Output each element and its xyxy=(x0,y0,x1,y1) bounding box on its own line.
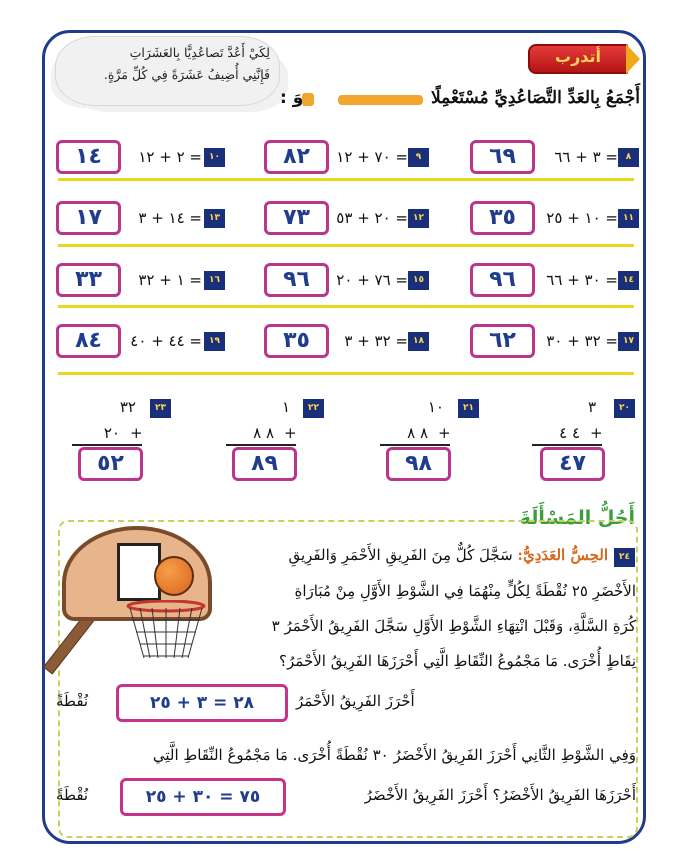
exercise-number: ١١ xyxy=(618,209,639,228)
answer1-label: أَحْرَزَ الفَرِيقُ الأَحْمَرُ xyxy=(296,692,415,710)
exercise-number: ٩ xyxy=(408,148,429,167)
answer2-unit: نُقْطَةً xyxy=(56,786,89,804)
exercise-number: ١٨ xyxy=(408,332,429,351)
vertical-number: ٢٢ xyxy=(303,399,324,418)
exercise-expression: = ٤٤ + ٤٠ xyxy=(130,332,202,350)
exercise-answer[interactable]: ٣٣ xyxy=(56,263,121,297)
exercise-expression: = ٣٢ + ٣٠ xyxy=(546,332,618,350)
exercise-expression: = ٣٢ + ٣ xyxy=(344,332,408,350)
exercise-number: ١٧ xyxy=(618,332,639,351)
problem-line-5: وَفِي الشَّوْطِ الثَّانِي أَحْرَزَ الفَرِيقُ الأَخْضَرُ ٣٠ نُقْطَةً أُخْرَى. مَا مَجْمُوعُ النِّقَاطِ الَّتِي xyxy=(152,746,636,764)
hint-line-2: فَإِنَّنِي أُضِيفُ عَشَرَةً فِي كُلِّ مَرَّةٍ. xyxy=(103,67,270,82)
exercise-answer[interactable]: ١٧ xyxy=(56,201,121,235)
vertical-number: ٢٣ xyxy=(150,399,171,418)
vertical-answer[interactable]: ٩٨ xyxy=(386,447,451,481)
plus-sign: + xyxy=(438,424,451,442)
vertical-bottom-addend: ٨ ٨ xyxy=(253,424,274,442)
vertical-number: ٢١ xyxy=(458,399,479,418)
badge-arrow-icon xyxy=(626,44,640,74)
problem-line-4: نِقَاطٍ أُخْرَى. مَا مَجْمُوعُ النِّقَاطِ الَّتِي أَحْرَزَهَا الفَرِيقُ الأَحْمَرُ؟ xyxy=(279,652,636,670)
plus-sign: + xyxy=(284,424,297,442)
exercise-answer[interactable]: ٦٩ xyxy=(470,140,535,174)
exercise-expression: = ١ + ٣٢ xyxy=(138,271,202,289)
exercise-number: ٨ xyxy=(618,148,639,167)
problem-line-3: كُرَةِ السَّلَّةِ، وَقَبْلَ انْتِهَاءِ الشَّوْطِ الأَوَّلِ سَجَّلَ الفَرِيقُ الأَحْمَرُ ٣ xyxy=(271,617,636,635)
exercise-expression: = ٢٠ + ٥٣ xyxy=(336,209,408,227)
hint-text xyxy=(70,42,270,86)
vertical-top-addend: ٣ xyxy=(587,398,596,416)
vertical-top-addend: ٣٢ xyxy=(119,398,136,416)
vertical-number: ٢٠ xyxy=(614,399,635,418)
sum-line xyxy=(532,444,602,446)
exercise-number: ١٠ xyxy=(204,148,225,167)
exercise-answer[interactable]: ٨٢ xyxy=(264,140,329,174)
problem-line-6-text: أَحْرَزَهَا الفَرِيقُ الأَخْضَرُ؟ xyxy=(492,786,636,804)
sum-line xyxy=(72,444,142,446)
exercise-answer[interactable]: ٣٥ xyxy=(470,201,535,235)
exercise-number: ١٢ xyxy=(408,209,429,228)
exercise-answer[interactable]: ٣٥ xyxy=(264,324,329,358)
vertical-bottom-addend: ٢٠ xyxy=(103,424,120,442)
sum-line xyxy=(226,444,296,446)
practice-badge-label: أتدرب xyxy=(554,47,602,66)
exercise-expression: = ٣ + ٦٦ xyxy=(554,148,618,166)
answer2-label: أَحْرَزَ الفَرِيقُ الأَخْضَرُ xyxy=(364,786,488,804)
row-divider xyxy=(58,244,634,247)
answer1-box: ٢٨ = ٣ + ٢٥ xyxy=(116,684,288,722)
exercise-number: ١٣ xyxy=(204,209,225,228)
section-title: أَحُلُّ المَسْأَلَةَ xyxy=(519,507,635,529)
instruction-main: أَجْمَعُ بِالعَدِّ التَّصَاعُدِيِّ مُسْتَعْمِلًا xyxy=(431,88,640,108)
exercise-answer[interactable]: ٩٦ xyxy=(470,263,535,297)
basketball-icon xyxy=(154,556,194,596)
sum-line xyxy=(380,444,450,446)
problem-line-1-text: سَجَّلَ كُلٌّ مِنَ الفَرِيقِ الأَحْمَرِ وَالفَرِيقِ xyxy=(288,546,513,564)
exercise-answer[interactable]: ٦٢ xyxy=(470,324,535,358)
exercise-number: ١٦ xyxy=(204,271,225,290)
problem-number: ٢٤ xyxy=(614,548,635,567)
exercise-expression: = ١٤ + ٣ xyxy=(138,209,202,227)
tens-bar-icon xyxy=(338,95,423,105)
problem-title: الحِسُّ العَدَدِيُّ: xyxy=(517,546,608,564)
problem-line-1 xyxy=(288,546,608,564)
exercise-expression: = ٢ + ١٢ xyxy=(138,148,202,166)
vertical-answer[interactable]: ٨٩ xyxy=(232,447,297,481)
exercise-expression: = ١٠ + ٢٥ xyxy=(546,209,618,227)
exercise-number: ١٩ xyxy=(204,332,225,351)
exercise-number: ١٤ xyxy=(618,271,639,290)
hint-line-1: لِكَيْ أَعُدَّ تَصاعُدِيًّا بِالعَشَرَاتِ xyxy=(129,45,270,60)
problem-line-6 xyxy=(365,786,636,804)
row-divider xyxy=(58,305,634,308)
exercise-answer[interactable]: ٧٣ xyxy=(264,201,329,235)
vertical-bottom-addend: ٨ ٨ xyxy=(407,424,428,442)
ones-cube-icon xyxy=(302,93,314,106)
vertical-top-addend: ١ xyxy=(281,398,290,416)
problem-line-2: الأَخْضَرِ ٢٥ نُقْطَةً لِكُلٍّ مِنْهُمَا فِي الشَّوْطِ الأَوَّلِ مِنْ مُبَارَاةِ xyxy=(294,582,636,600)
exercise-expression: = ٧٠ + ١٢ xyxy=(336,148,408,166)
instruction-text xyxy=(280,88,640,108)
plus-sign: + xyxy=(130,424,143,442)
answer1-unit: نُقْطَةً xyxy=(56,692,89,710)
exercise-expression: = ٧٦ + ٢٠ xyxy=(336,271,408,289)
row-divider xyxy=(58,372,634,375)
row-divider xyxy=(58,178,634,181)
plus-sign: + xyxy=(590,424,603,442)
vertical-bottom-addend: ٤ ٤ xyxy=(559,424,580,442)
exercise-number: ١٥ xyxy=(408,271,429,290)
exercise-answer[interactable]: ٨٤ xyxy=(56,324,121,358)
answer2-box: ٧٥ = ٣٠ + ٢٥ xyxy=(120,778,286,816)
instruction-tail: وَ : xyxy=(280,88,304,108)
exercise-answer[interactable]: ٩٦ xyxy=(264,263,329,297)
exercise-answer[interactable]: ١٤ xyxy=(56,140,121,174)
exercise-expression: = ٣٠ + ٦٦ xyxy=(546,271,618,289)
vertical-answer[interactable]: ٥٢ xyxy=(78,447,143,481)
net-icon xyxy=(126,600,206,662)
vertical-top-addend: ١٠ xyxy=(427,398,444,416)
vertical-answer[interactable]: ٤٧ xyxy=(540,447,605,481)
